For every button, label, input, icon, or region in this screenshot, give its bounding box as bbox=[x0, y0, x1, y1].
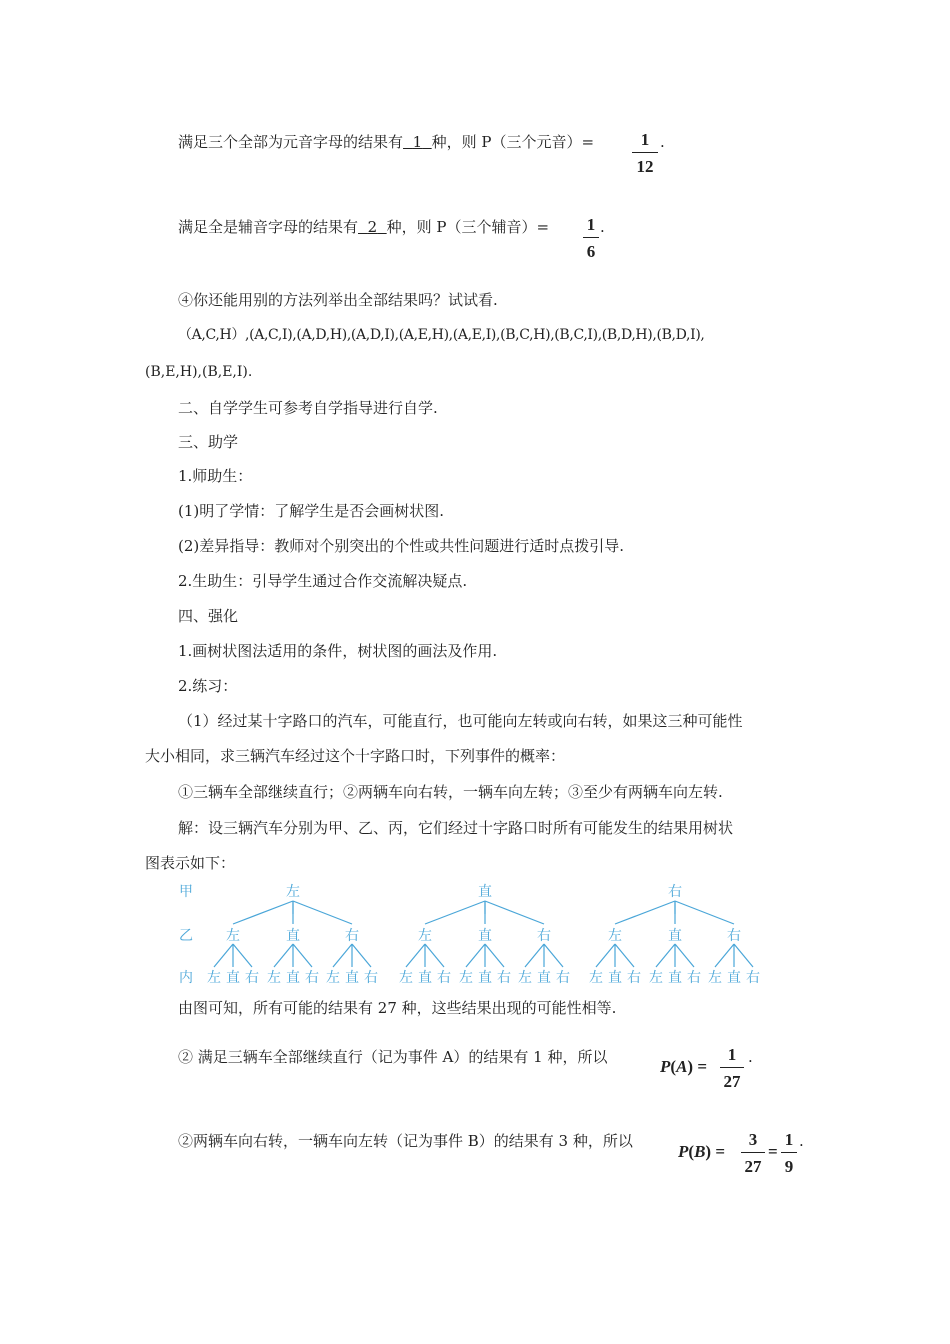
tree-node-leaf: 右 bbox=[627, 970, 641, 986]
tree-node-leaf: 左 bbox=[518, 970, 532, 986]
p-symbol: P bbox=[660, 1057, 671, 1076]
denominator: 6 bbox=[586, 242, 596, 261]
fraction-b2 bbox=[781, 1130, 797, 1177]
paren: ( bbox=[670, 1057, 677, 1076]
event-a-text: ② 满足三辆车全部继续直行（记为事件 A）的结果有 1 种，所以 bbox=[178, 1048, 608, 1066]
results-list-1: （A,C,H）,(A,C,I),(A,D,H),(A,D,I),(A,E,H),(A,E,I),(B,C,H),(B,C,I),(B,D,H),(B,D,I), bbox=[178, 327, 705, 343]
text: 种，则 P（三个辅音）= bbox=[386, 218, 550, 236]
tree-branch bbox=[715, 944, 734, 967]
tree-node-mid: 左 bbox=[418, 928, 432, 944]
tree-branch bbox=[656, 944, 675, 967]
tree-node-mid: 右 bbox=[537, 928, 551, 944]
exercise-heading: 2.练习： bbox=[178, 677, 238, 695]
tree-branch bbox=[352, 944, 371, 967]
tree-node-leaf: 直 bbox=[286, 970, 300, 986]
equals: = bbox=[715, 1142, 726, 1161]
tree-branch bbox=[233, 901, 293, 924]
tree-node-leaf: 左 bbox=[459, 970, 473, 986]
tree-node-mid: 左 bbox=[608, 928, 622, 944]
tree-branch bbox=[274, 944, 293, 967]
tree-branch bbox=[596, 944, 615, 967]
tree-node-top: 直 bbox=[478, 884, 492, 900]
tree-branch bbox=[675, 944, 694, 967]
tree-branch bbox=[233, 944, 252, 967]
tree-node-leaf: 左 bbox=[399, 970, 413, 986]
event-var: A bbox=[676, 1057, 688, 1076]
text: 种，则 P（三个元音）= bbox=[431, 133, 595, 151]
tree-node-mid: 左 bbox=[226, 928, 240, 944]
tree-node-leaf: 左 bbox=[207, 970, 221, 986]
tree-node-mid: 直 bbox=[286, 928, 300, 944]
solution-text-2: 图表示如下： bbox=[145, 854, 236, 872]
equals: = bbox=[697, 1057, 708, 1076]
tree-node-leaf: 左 bbox=[649, 970, 663, 986]
event-var: B bbox=[694, 1142, 706, 1161]
paren: ) bbox=[705, 1142, 712, 1161]
fraction-a bbox=[720, 1045, 744, 1092]
tree-branch bbox=[525, 944, 544, 967]
tree-node-mid: 右 bbox=[727, 928, 741, 944]
answer: 1 bbox=[412, 133, 423, 151]
text: 满足全是辅音字母的结果有 bbox=[178, 218, 359, 236]
tree-node-leaf: 右 bbox=[746, 970, 760, 986]
tree-node-leaf: 直 bbox=[537, 970, 551, 986]
section-3-heading: 三、助学 bbox=[178, 433, 239, 451]
denominator: 27 bbox=[744, 1157, 762, 1176]
tree-node-leaf: 右 bbox=[687, 970, 701, 986]
fraction-bar bbox=[720, 1067, 744, 1068]
tree-node-leaf: 直 bbox=[478, 970, 492, 986]
section-4-heading: 四、强化 bbox=[178, 607, 239, 625]
tree-node-leaf: 右 bbox=[364, 970, 378, 986]
fraction-bar bbox=[781, 1152, 797, 1153]
section-2-heading: 二、自学学生可参考自学指导进行自学. bbox=[178, 399, 438, 417]
numerator: 1 bbox=[586, 215, 596, 234]
tree-node-leaf: 左 bbox=[267, 970, 281, 986]
prob-a-lhs bbox=[660, 1057, 707, 1077]
tree-node-leaf: 直 bbox=[727, 970, 741, 986]
reinforce-1: 1.画树状图法适用的条件，树状图的画法及作用. bbox=[178, 642, 498, 660]
tree-branch bbox=[333, 944, 352, 967]
tree-node-leaf: 直 bbox=[608, 970, 622, 986]
denominator: 12 bbox=[636, 157, 654, 176]
tree-node-leaf: 右 bbox=[245, 970, 259, 986]
problem-events: ①三辆车全部继续直行；②两辆车向右转，一辆车向左转；③至少有两辆车向左转. bbox=[178, 783, 723, 801]
tree-branch bbox=[615, 901, 675, 924]
tree-branch bbox=[293, 901, 352, 924]
item-1: (1)明了学情：了解学生是否会画树状图. bbox=[178, 502, 445, 520]
tree-node-leaf: 直 bbox=[345, 970, 359, 986]
tree-node-mid: 右 bbox=[345, 928, 359, 944]
tree-node-top: 右 bbox=[668, 884, 682, 900]
tree-node-leaf: 直 bbox=[668, 970, 682, 986]
tree-branch bbox=[466, 944, 485, 967]
prob-b-lhs bbox=[678, 1142, 725, 1162]
numerator: 1 bbox=[640, 130, 650, 149]
tree-conclusion: 由图可知，所有可能的结果有 27 种，这些结果出现的可能性相等. bbox=[178, 999, 617, 1017]
tree-node-top: 左 bbox=[286, 884, 300, 900]
answer: 2 bbox=[367, 218, 378, 236]
problem-text-2: 大小相同，求三辆汽车经过这个十字路口时，下列事件的概率： bbox=[145, 747, 566, 765]
denominator: 9 bbox=[784, 1157, 794, 1176]
tree-branch bbox=[734, 944, 753, 967]
tree-branch bbox=[675, 901, 734, 924]
tree-node-leaf: 右 bbox=[437, 970, 451, 986]
tree-node-leaf: 左 bbox=[589, 970, 603, 986]
denominator: 27 bbox=[723, 1072, 741, 1091]
tree-row-label: 内 bbox=[179, 970, 193, 986]
numerator: 1 bbox=[784, 1130, 794, 1149]
tree-branch bbox=[406, 944, 425, 967]
text: 满足三个全部为元音字母的结果有 bbox=[178, 133, 404, 151]
question-4: ④你还能用别的方法列举出全部结果吗？试试看. bbox=[178, 291, 498, 309]
tree-node-mid: 直 bbox=[668, 928, 682, 944]
fraction-bar bbox=[741, 1152, 765, 1153]
tree-node-mid: 直 bbox=[478, 928, 492, 944]
tree-node-leaf: 右 bbox=[556, 970, 570, 986]
tree-branch bbox=[615, 944, 634, 967]
event-b-text: ②两辆车向右转，一辆车向左转（记为事件 B）的结果有 3 种，所以 bbox=[178, 1132, 633, 1150]
tree-branch bbox=[485, 901, 544, 924]
item-2: (2)差异指导：教师对个别突出的个性或共性问题进行适时点拨引导. bbox=[178, 537, 625, 555]
equals: = bbox=[768, 1142, 778, 1161]
tree-branch bbox=[425, 944, 444, 967]
paren: ) bbox=[687, 1057, 694, 1076]
numerator: 3 bbox=[748, 1130, 758, 1149]
tree-node-leaf: 右 bbox=[305, 970, 319, 986]
tree-row-label: 乙 bbox=[179, 928, 193, 944]
tree-branch bbox=[544, 944, 563, 967]
problem-text-1: （1）经过某十字路口的汽车，可能直行，也可能向左转或向右转，如果这三种可能性 bbox=[178, 712, 743, 730]
tree-branch bbox=[485, 944, 504, 967]
tree-node-leaf: 直 bbox=[418, 970, 432, 986]
tree-node-leaf: 左 bbox=[326, 970, 340, 986]
tree-branch bbox=[214, 944, 233, 967]
solution-text-1: 解：设三辆汽车分别为甲、乙、丙，它们经过十字路口时所有可能发生的结果用树状 bbox=[178, 819, 734, 837]
p-symbol: P bbox=[678, 1142, 689, 1161]
numerator: 1 bbox=[727, 1045, 737, 1064]
tree-row-label: 甲 bbox=[179, 884, 193, 900]
results-list-2: (B,E,H),(B,E,I). bbox=[145, 364, 253, 380]
tree-branch bbox=[425, 901, 485, 924]
tree-node-leaf: 右 bbox=[497, 970, 511, 986]
students-help: 2.生助生：引导学生通过合作交流解决疑点. bbox=[178, 572, 468, 590]
period: . bbox=[660, 133, 665, 151]
period: . bbox=[748, 1048, 753, 1066]
tree-node-leaf: 直 bbox=[226, 970, 240, 986]
tree-node-leaf: 左 bbox=[708, 970, 722, 986]
period: . bbox=[600, 218, 605, 236]
paren: ( bbox=[688, 1142, 695, 1161]
fraction-b1 bbox=[741, 1130, 765, 1177]
tree-branch bbox=[293, 944, 312, 967]
period: . bbox=[799, 1132, 804, 1150]
teacher-helps: 1.师助生： bbox=[178, 467, 253, 485]
